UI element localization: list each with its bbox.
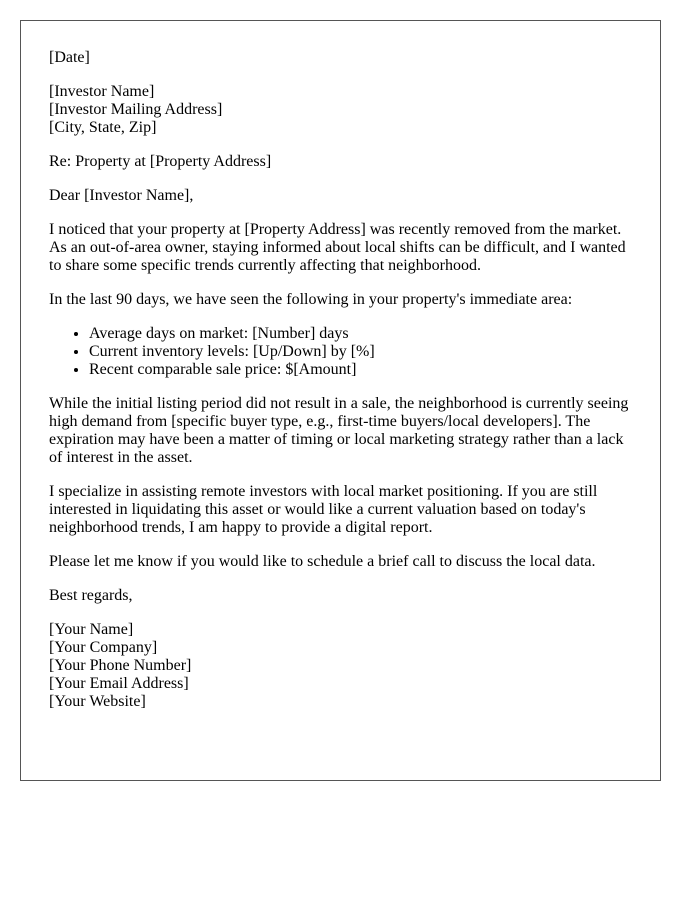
- trends-list: [49, 325, 632, 379]
- signature-name: [Your Name]: [49, 621, 134, 638]
- date: [Date]: [49, 49, 90, 66]
- list-item: • Average days on market: [Number] days: [89, 325, 632, 343]
- recipient-block: [49, 83, 632, 137]
- signature-email: [Your Email Address]: [49, 675, 189, 692]
- intro-paragraph: I noticed that your property at [Property Address] was recently removed from the market. As an out-of-area owner, staying informed about local shifts can be difficult, and I wanted to share some specific trends currently affecting that neighborhood.: [49, 221, 626, 274]
- list-item: • Recent comparable sale price: $[Amount]: [89, 361, 632, 379]
- signature-company: [Your Company]: [49, 639, 158, 656]
- subject-line: Re: Property at [Property Address]: [49, 153, 272, 170]
- trends-intro: In the last 90 days, we have seen the following in your property's immediate area:: [49, 291, 573, 308]
- signature-phone: [Your Phone Number]: [49, 657, 192, 674]
- demand-paragraph: While the initial listing period did not result in a sale, the neighborhood is currently seeing high demand from [specific buyer type, e.g., first-time buyers/local developers]. The expiration may have been a matter of timing or local marketing strategy rather than a lack of interest in the asset.: [49, 395, 629, 466]
- signature-block: [49, 621, 632, 711]
- offer-paragraph: I specialize in assisting remote investors with local market positioning. If you are still interested in liquidating this asset or would like a current valuation based on today's neighborhood trends, I am happy to provide a digital report.: [49, 483, 598, 536]
- signature-website: [Your Website]: [49, 693, 146, 710]
- recipient-city: [City, State, Zip]: [49, 119, 157, 136]
- call-to-action: Please let me know if you would like to schedule a brief call to discuss the local data.: [49, 553, 596, 570]
- recipient-address: [Investor Mailing Address]: [49, 101, 223, 118]
- recipient-name: [Investor Name]: [49, 83, 155, 100]
- letter: [20, 20, 661, 781]
- closing: Best regards,: [49, 587, 133, 604]
- salutation: Dear [Investor Name],: [49, 187, 194, 204]
- list-item: • Current inventory levels: [Up/Down] by [%]: [89, 343, 632, 361]
